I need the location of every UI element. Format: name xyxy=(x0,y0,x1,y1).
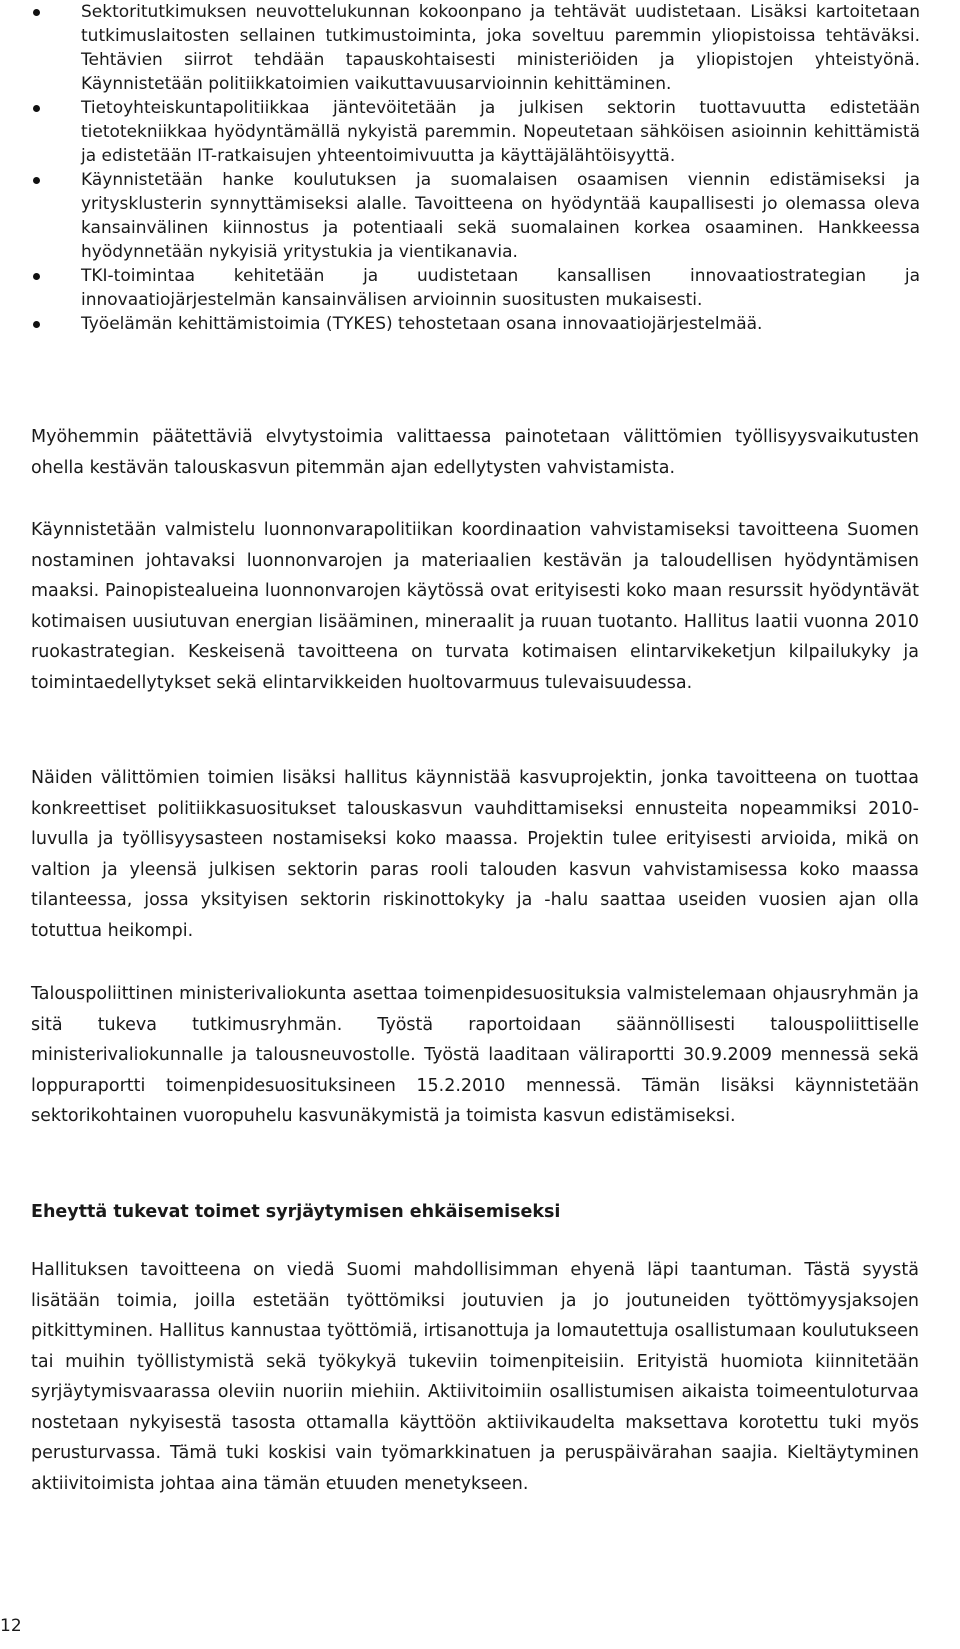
page-number: 12 xyxy=(0,1616,22,1636)
bullet-icon xyxy=(33,177,40,184)
paragraph-social-exclusion: Hallituksen tavoitteena on viedä Suomi mahdollisimman ehyenä läpi taantuman. Tästä syystä lisätään toimia, joilla estetään työttömiksi joutuvien ja jo joutuneiden työttömyysjaksojen pitkittyminen. Hallitus kannustaa työttömiä, irtisanottuja ja lomautettuja osallistumaan koulutukseen tai muihin työllistymistä sekä työkykyä tukeviin toimenpiteisiin. Erityistä huomiota kiinnitetään syrjäytymisvaarassa oleviin nuoriin miehiin. Aktiivitoimiin osallistumisen aikaista toimeentuloturvaa nostetaan nykyisestä tasosta ottamalla käyttöön aktiivikaudelta maksettava korotettu tuki myös perusturvassa. Tämä tuki koskisi vain työmarkkinatuen ja peruspäivärahan saajia. Kieltäytyminen aktiivitoimista johtaa aina tämän etuuden menetykseen. xyxy=(31,1260,919,1494)
section-heading: Eheyttä tukevat toimet syrjäytymisen ehkäisemiseksi xyxy=(31,1202,561,1222)
bullet-icon xyxy=(33,321,40,328)
bullet-text: Käynnistetään hanke koulutuksen ja suomalaisen osaamisen viennin edistämiseksi ja yritysklusterin synnyttämiseksi alalle. Tavoitteena on hyödyntää kaupallisesti jo olemassa oleva kansainvälinen kiinnostus ja potentiaali sekä suomalainen korkea osaaminen. Hankkeessa hyödynnetään nykyisiä yritystukia ja vientikanavia. xyxy=(81,170,920,262)
paragraph-ministerial-committee: Talouspoliittinen ministerivaliokunta asettaa toimenpidesuosituksia valmistelemaan ohjausryhmän ja sitä tukeva tutkimusryhmän. Työstä raportoidaan säännöllisesti talouspoliittiselle ministerivaliokunnalle ja talousneuvostolle. Työstä laaditaan väliraportti 30.9.2009 mennessä sekä loppuraportti toimenpidesuosituksineen 15.2.2010 mennessä. Tämän lisäksi käynnistetään sektorikohtainen vuoropuhelu kasvunäkymistä ja toimista kasvun edistämiseksi. xyxy=(31,984,919,1126)
bullet-icon xyxy=(33,9,40,16)
bullet-text: Työelämän kehittämistoimia (TYKES) tehostetaan osana innovaatiojärjestelmää. xyxy=(81,314,763,334)
bullet-item-3 xyxy=(0,168,960,264)
bullet-text: TKI-toimintaa kehitetään ja uudistetaan kansallisen innovaatiostrategian ja innovaatiojärjestelmän kansainvälisen arvioinnin suositusten mukaisesti. xyxy=(81,266,920,310)
bullet-item-5 xyxy=(0,312,960,336)
bullet-item-2 xyxy=(0,96,960,168)
bullet-icon xyxy=(33,273,40,280)
bullet-item-4 xyxy=(0,264,960,312)
paragraph-natural-resources: Käynnistetään valmistelu luonnonvarapolitiikan koordinaation vahvistamiseksi tavoitteena Suomen nostaminen johtavaksi luonnonvarojen ja materiaalien kestävän ja taloudellisen hyödyntämisen maaksi. Painopistealueina luonnonvarojen käytössä ovat erityisesti koko maan resurssit hyödyntävät kotimaisen uusiutuvan energian lisääminen, mineraalit ja ruuan tuotanto. Hallitus laatii vuonna 2010 ruokastrategian. Keskeisenä tavoitteena on turvata kotimaisen elintarvikeketjun kilpailukyky ja toimintaedellytykset sekä elintarvikkeiden huoltovarmuus tulevaisuudessa. xyxy=(31,520,919,693)
paragraph-growth-project: Näiden välittömien toimien lisäksi hallitus käynnistää kasvuprojektin, jonka tavoitteena on tuottaa konkreettiset politiikkasuositukset talouskasvun vauhdittamiseksi ennusteita nopeammiksi 2010-luvulla ja työllisyysasteen nostamiseksi koko maassa. Projektin tulee erityisesti arvioida, mikä on valtion ja yleensä julkisen sektorin paras rooli talouden kasvun vahvistamisessa koko maassa tilanteessa, jossa yksityisen sektorin riskinottokyky ja -halu saattaa useiden vuosien ajan olla totuttua heikompi. xyxy=(31,768,919,941)
bullet-text: Sektoritutkimuksen neuvottelukunnan kokoonpano ja tehtävät uudistetaan. Lisäksi kartoitetaan tutkimuslaitosten sellainen tutkimustoiminta, joka soveltuu paremmin yliopistoissa tehtäväksi. Tehtävien siirrot tehdään tapauskohtaisesti ministeriöiden ja yliopistojen yhteistyönä. Käynnistetään politiikkatoimien vaikuttavuusarvioinnin kehittäminen. xyxy=(81,2,920,94)
paragraph-stimulus-priorities: Myöhemmin päätettäviä elvytystoimia valittaessa painotetaan välittömien työllisyysvaikutusten ohella kestävän talouskasvun pitemmän ajan edellytysten vahvistamista. xyxy=(31,427,919,478)
bullet-item-1 xyxy=(0,0,960,96)
bullet-text: Tietoyhteiskuntapolitiikkaa jäntevöitetään ja julkisen sektorin tuottavuutta edistetään tietotekniikkaa hyödyntämällä nykyistä paremmin. Nopeutetaan sähköisen asioinnin kehittämistä ja edistetään IT-ratkaisujen yhteentoimivuutta ja käyttäjälähtöisyyttä. xyxy=(81,98,920,166)
measures-bullet-list xyxy=(0,0,960,336)
bullet-icon xyxy=(33,105,40,112)
